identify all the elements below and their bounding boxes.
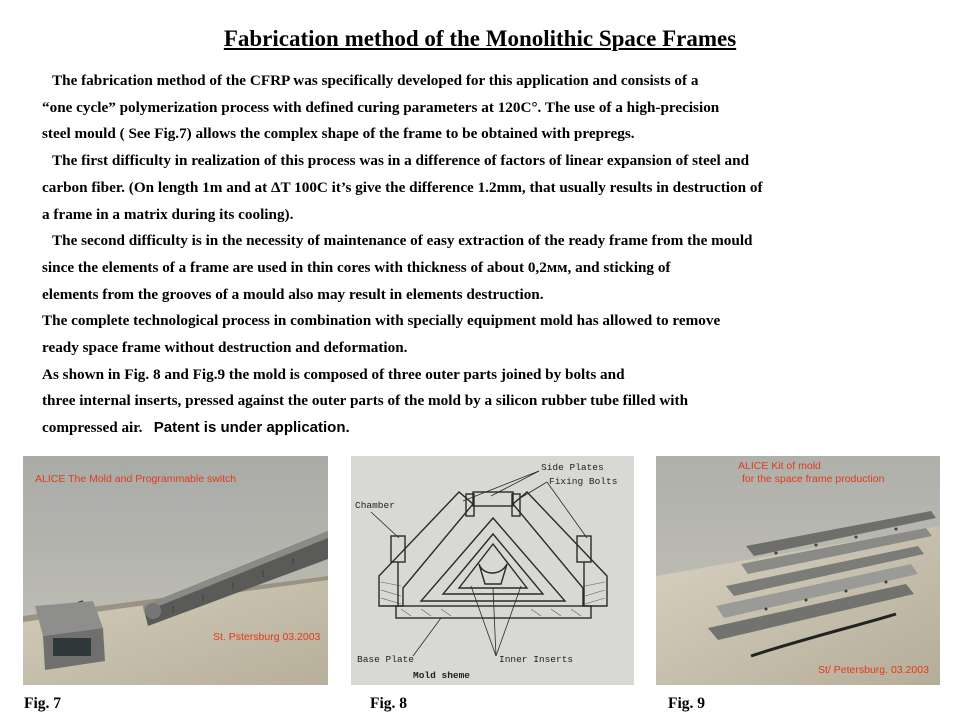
mold-scheme-drawing: [351, 456, 634, 685]
label-side-plates: Side Plates: [541, 462, 604, 473]
text-line: The first difficulty in realization of this process was in a difference of factors of linear expansion of steel and: [52, 152, 750, 170]
figure-8-diagram: [351, 456, 634, 685]
text-line: As shown in Fig. 8 and Fig.9 the mold is composed of three outer parts joined by bolts and: [42, 365, 625, 383]
mold-kit-photo: [656, 456, 940, 685]
text-line: a frame in a matrix during its cooling).: [42, 205, 294, 223]
text-line: since the elements of a frame are used in thin cores with thickness of about 0,2мм, and sticking of: [42, 258, 671, 276]
text-line: The complete technological process in combination with specially equipment mold has allowed to remove: [42, 312, 721, 330]
text-line: “one cycle” polymerization process with defined curing parameters at 120C°. The use of a high-precision: [42, 98, 720, 116]
text-line-last: [42, 415, 942, 442]
text-line-end: compressed air.: [42, 419, 143, 437]
body-text: [42, 68, 942, 442]
figure-7-photo-stamp: St. Pstersburg 03.2003: [213, 631, 321, 643]
figure-9-photo: [656, 456, 940, 685]
label-base-plate: Base Plate: [357, 654, 415, 665]
label-chamber: Chamber: [355, 500, 395, 511]
text-line: carbon fiber. (On length 1m and at ΔT 100C it’s give the difference 1.2mm, that usually results in destruction of: [42, 178, 763, 196]
figure-8-caption: Fig. 8: [370, 695, 408, 712]
mold-switch-photo: [23, 456, 328, 685]
patent-note: Patent is under application.: [153, 419, 350, 437]
figure-9-photo-stamp: St/ Petersburg. 03.2003: [818, 664, 929, 676]
text-line: elements from the grooves of a mould also may result in elements destruction.: [42, 285, 544, 303]
figure-9-photo-title: ALICE Kit of mold: [738, 460, 821, 472]
page-title: Fabrication method of the Monolithic Space Frames: [223, 26, 737, 51]
figure-9-caption: Fig. 9: [668, 695, 706, 712]
label-mold-scheme: Mold sheme: [413, 670, 471, 681]
text-line: The fabrication method of the CFRP was specifically developed for this application and consists of a: [52, 72, 699, 89]
text-line: three internal inserts, pressed against the outer parts of the mold by a silicon rubber tube filled with: [42, 392, 689, 410]
figure-7-photo-title: ALICE The Mold and Programmable switch: [35, 473, 237, 485]
text-line: steel mould ( See Fig.7) allows the complex shape of the frame to be obtained with prepregs.: [42, 125, 635, 143]
figure-7-caption: Fig. 7: [24, 695, 62, 712]
text-line: ready space frame without destruction and deformation.: [42, 339, 408, 357]
figure-9-photo-subtitle: for the space frame production: [742, 473, 885, 485]
label-inner-inserts: Inner Inserts: [499, 654, 574, 665]
figure-7-photo: [23, 456, 328, 685]
text-line: The second difficulty is in the necessity of maintenance of easy extraction of the ready frame from the mould: [52, 232, 753, 250]
label-fixing-bolts: Fixing Bolts: [549, 476, 618, 487]
